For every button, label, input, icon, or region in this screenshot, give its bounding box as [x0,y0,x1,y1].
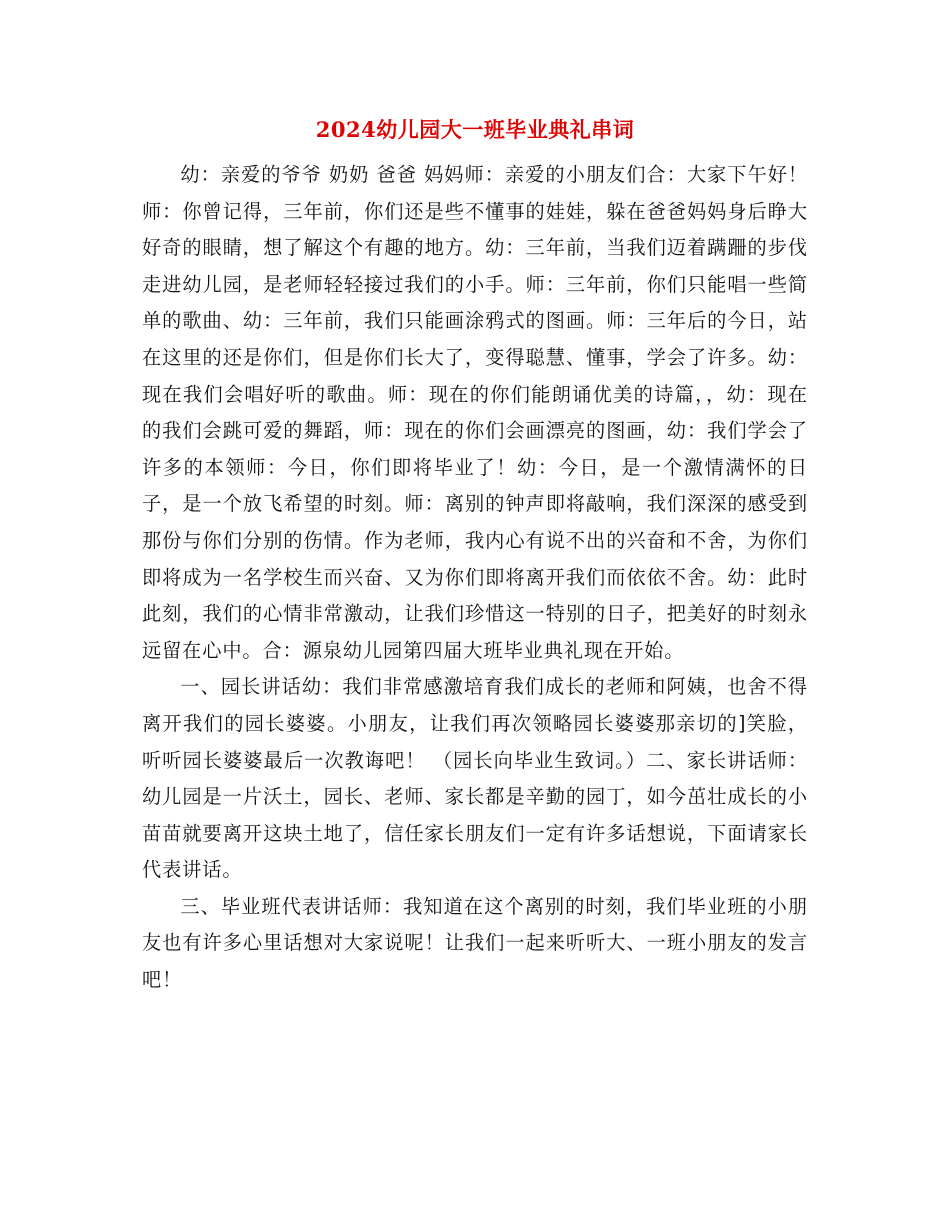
document-body [142,157,808,999]
paragraph-opening: 幼：亲爱的爷爷 奶奶 爸爸 妈妈师：亲爱的小朋友们合：大家下午好！师：你曾记得，三年前，你们还是些不懂事的娃娃，躲在爸爸妈妈身后睁大好奇的眼睛，想了解这个有趣的地方。幼：三年前，当我们迈着蹒跚的步伐走进幼儿园，是老师轻轻接过我们的小手。师：三年前，你们只能唱一些简单的歌曲、幼：三年前，我们只能画涂鸦式的图画。师：三年后的今日，站在这里的还是你们，但是你们长大了，变得聪慧、懂事，学会了许多。幼：现在我们会唱好听的歌曲。师：现在的你们能朗诵优美的诗篇，，幼：现在的我们会跳可爱的舞蹈，师：现在的你们会画漂亮的图画，幼：我们学会了许多的本领师：今日，你们即将毕业了！幼：今日，是一个激情满怀的日子，是一个放飞希望的时刻。师：离别的钟声即将敲响，我们深深的感受到那份与你们分别的伤情。作为老师，我内心有说不出的兴奋和不舍，为你们即将成为一名学校生而兴奋、又为你们即将离开我们而依依不舍。幼：此时此刻，我们的心情非常激动，让我们珍惜这一特别的日子，把美好的时刻永远留在心中。合：源泉幼儿园第四届大班毕业典礼现在开始。 [142,163,808,662]
paragraph-speeches: 一、园长讲话幼：我们非常感激培育我们成长的老师和阿姨，也舍不得离开我们的园长婆婆。小朋友，让我们再次领略园长婆婆那亲切的]笑脸，听听园长婆婆最后一次教诲吧！ （园长向毕业生致词。）二、家长讲话师： 幼儿园是一片沃土，园长、老师、家长都是辛勤的园丁，如今茁壮成长的小苗苗就要离开这块土地了，信任家长朋友们一定有许多话想说，下面请家长代表讲话。 [142,675,808,882]
paragraph-graduate-speech: 三、毕业班代表讲话师：我知道在这个离别的时刻，我们毕业班的小朋友也有许多心里话想对大家说呢！让我们一起来听听大、一班小朋友的发言吧！ [142,894,808,992]
document-title: 2024幼儿园大一班毕业典礼串词 [315,117,635,142]
